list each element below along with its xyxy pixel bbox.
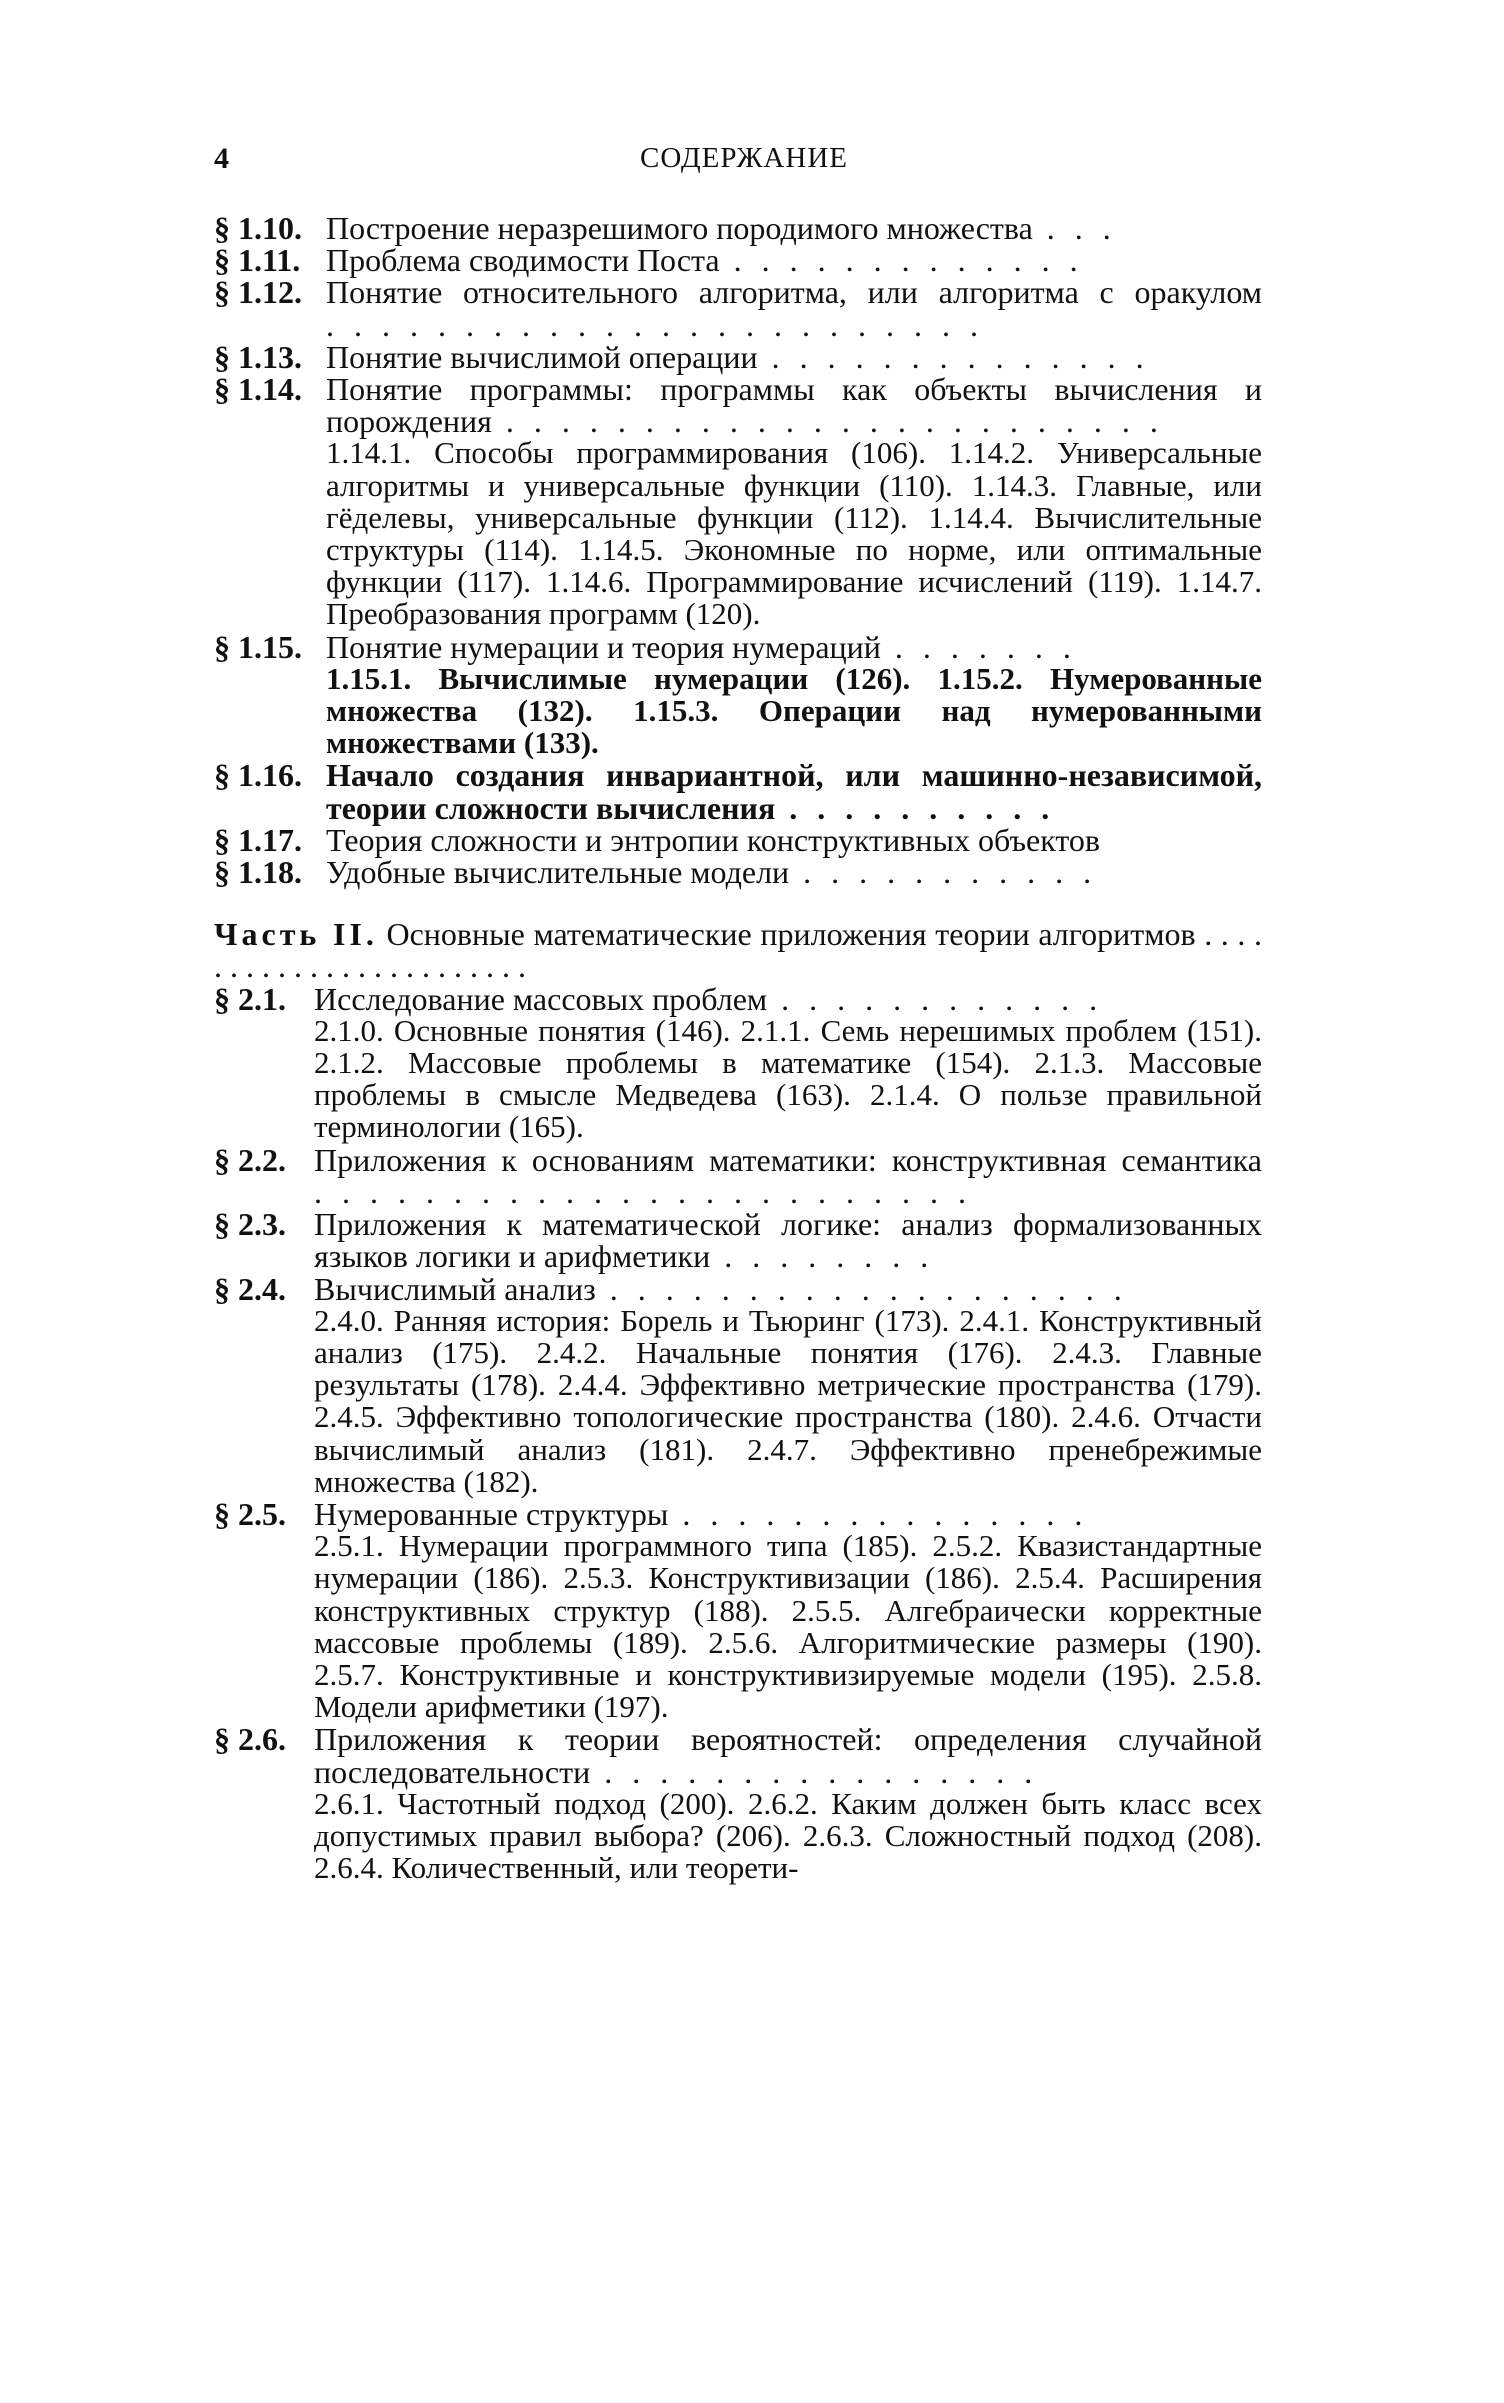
section-number: § 2.5.: [214, 1495, 286, 1532]
section-number: § 1.12.: [214, 274, 302, 311]
toc-entry: [214, 242, 1262, 279]
table-of-contents: [214, 212, 1262, 1884]
section-number: § 1.14.: [214, 371, 302, 408]
section-number: § 1.10.: [214, 210, 302, 246]
section-title: Приложения к математической логике: анализ формализованных языков логики и арифметики . . . . . . . .: [314, 1206, 1262, 1275]
section-number: § 1.11.: [214, 242, 301, 279]
toc-entry: [214, 821, 1262, 858]
toc-entry: [214, 1721, 1262, 1790]
toc-entry: [214, 212, 1262, 244]
section-number: § 2.1.: [214, 980, 286, 1017]
section-number: § 2.4.: [214, 1270, 286, 1307]
section-title: Понятие вычислимой операции . . . . . . . . . . . . . .: [326, 338, 1150, 375]
subsection-list: 2.6.1. Частотный подход (200). 2.6.2. Каким должен быть класс всех допустимых правил выбора? (206). 2.6.3. Сложностный подход (208). 2.6.4. Количественный, или теорети-: [314, 1785, 1262, 1886]
toc-entry: [214, 980, 1262, 1017]
toc-entry: [214, 274, 1262, 343]
part-heading: Часть II. Основные математические приложения теории алгоритмов . . . . . . . . . . . . . . . . . . . . . . . .: [214, 916, 1263, 985]
toc-entry: [214, 1141, 1262, 1210]
section-number: § 1.13.: [214, 338, 302, 375]
section-number: § 1.15.: [214, 628, 302, 665]
subsection-list: 1.15.1. Вычислимые нумерации (126). 1.15.2. Нумерованные множества (132). 1.15.3. Операции над нумерованными множествами (133).: [326, 660, 1262, 761]
section-title: Понятие нумерации и теория нумераций . . . . . . .: [326, 628, 1077, 665]
running-title: СОДЕРЖАНИЕ: [640, 142, 848, 174]
part-label: Часть II.: [214, 916, 378, 953]
section-number: § 2.2.: [214, 1141, 286, 1178]
section-number: § 2.3.: [214, 1206, 286, 1243]
section-title: Исследование массовых проблем . . . . . . . . . . . .: [314, 980, 1104, 1017]
section-title: Нумерованные структуры . . . . . . . . . . . . . . .: [314, 1495, 1089, 1532]
toc-entry: [214, 757, 1262, 826]
toc-entry: [214, 1206, 1262, 1275]
toc-entry: [214, 1270, 1262, 1307]
section-number: § 2.6.: [214, 1721, 286, 1758]
subsection-list: 2.4.0. Ранняя история: Борель и Тьюринг (173). 2.4.1. Конструктивный анализ (175). 2.4.2. Начальные понятия (176). 2.4.3. Главные результаты (178). 2.4.4. Эффективно метрические пространства (179). 2.4.5. Эффективно топологические пространства (180). 2.4.6. Отчасти вычислимый анализ (181). 2.4.7. Эффективно пренебрежимые множества (182).: [314, 1302, 1262, 1499]
section-title: Понятие относительного алгоритма, или алгоритма с оракулом . . . . . . . . . . . . . . . . . . . . . . . .: [326, 274, 1262, 343]
section-title: Начало создания инвариантной, или машинно-независимой, теории сложности вычисления . . . . . . . . . .: [326, 757, 1262, 826]
section-title: Построение неразрешимого породимого множества . . .: [326, 210, 1117, 246]
toc-entry: [214, 371, 1262, 440]
section-title: Вычислимый анализ . . . . . . . . . . . . . . . . . . .: [314, 1270, 1128, 1307]
section-title: Теория сложности и энтропии конструктивных объектов: [326, 821, 1101, 858]
section-title: Понятие программы: программы как объекты вычисления и порождения . . . . . . . . . . . . . . . . . . . . . . . .: [326, 371, 1262, 440]
subsection-list: 2.1.0. Основные понятия (146). 2.1.1. Семь нерешимых проблем (151). 2.1.2. Массовые проблемы в математике (154). 2.1.3. Массовые проблемы в смысле Медведева (163). 2.1.4. О пользе правильной терминологии (165).: [314, 1012, 1262, 1145]
subsection-list: 2.5.1. Нумерации программного типа (185). 2.5.2. Квазистандартные нумерации (186). 2.5.3. Конструктивизации (186). 2.5.4. Расширения конструктивных структур (188). 2.5.5. Алгебраически корректные массовые проблемы (189). 2.5.6. Алгоритмические размеры (190). 2.5.7. Конструктивные и конструктивизируемые модели (195). 2.5.8. Модели арифметики (197).: [314, 1528, 1262, 1725]
section-title: Приложения к основаниям математики: конструктивная семантика . . . . . . . . . . . . . . . . . . . . . . . .: [314, 1141, 1262, 1210]
section-title: Удобные вычислительные модели . . . . . . . . . . .: [326, 854, 1098, 891]
section-number: § 1.17.: [214, 821, 302, 858]
section-number: § 1.16.: [214, 757, 302, 794]
section-number: § 1.18.: [214, 854, 302, 891]
section-title: Приложения к теории вероятностей: определения случайной последовательности . . . . . . . . . . . . . . . .: [314, 1721, 1262, 1790]
page-header: [214, 142, 1274, 182]
toc-entry: [214, 338, 1262, 375]
section-title: Проблема сводимости Поста . . . . . . . . . . . . .: [326, 242, 1084, 279]
page-number: 4: [214, 142, 229, 175]
toc-entry: [214, 854, 1262, 891]
toc-entry: [214, 628, 1262, 665]
subsection-list: 1.14.1. Способы программирования (106). 1.14.2. Универсальные алгоритмы и универсальные функции (110). 1.14.3. Главные, или гёделевы, универсальные функции (112). 1.14.4. Вычислительные структуры (114). 1.14.5. Экономные по норме, или оптимальные функции (117). 1.14.6. Программирование исчислений (119). 1.14.7. Преобразования программ (120).: [326, 435, 1262, 632]
part-title: Основные математические приложения теории алгоритмов: [386, 916, 1196, 953]
toc-entry: [214, 1495, 1262, 1532]
